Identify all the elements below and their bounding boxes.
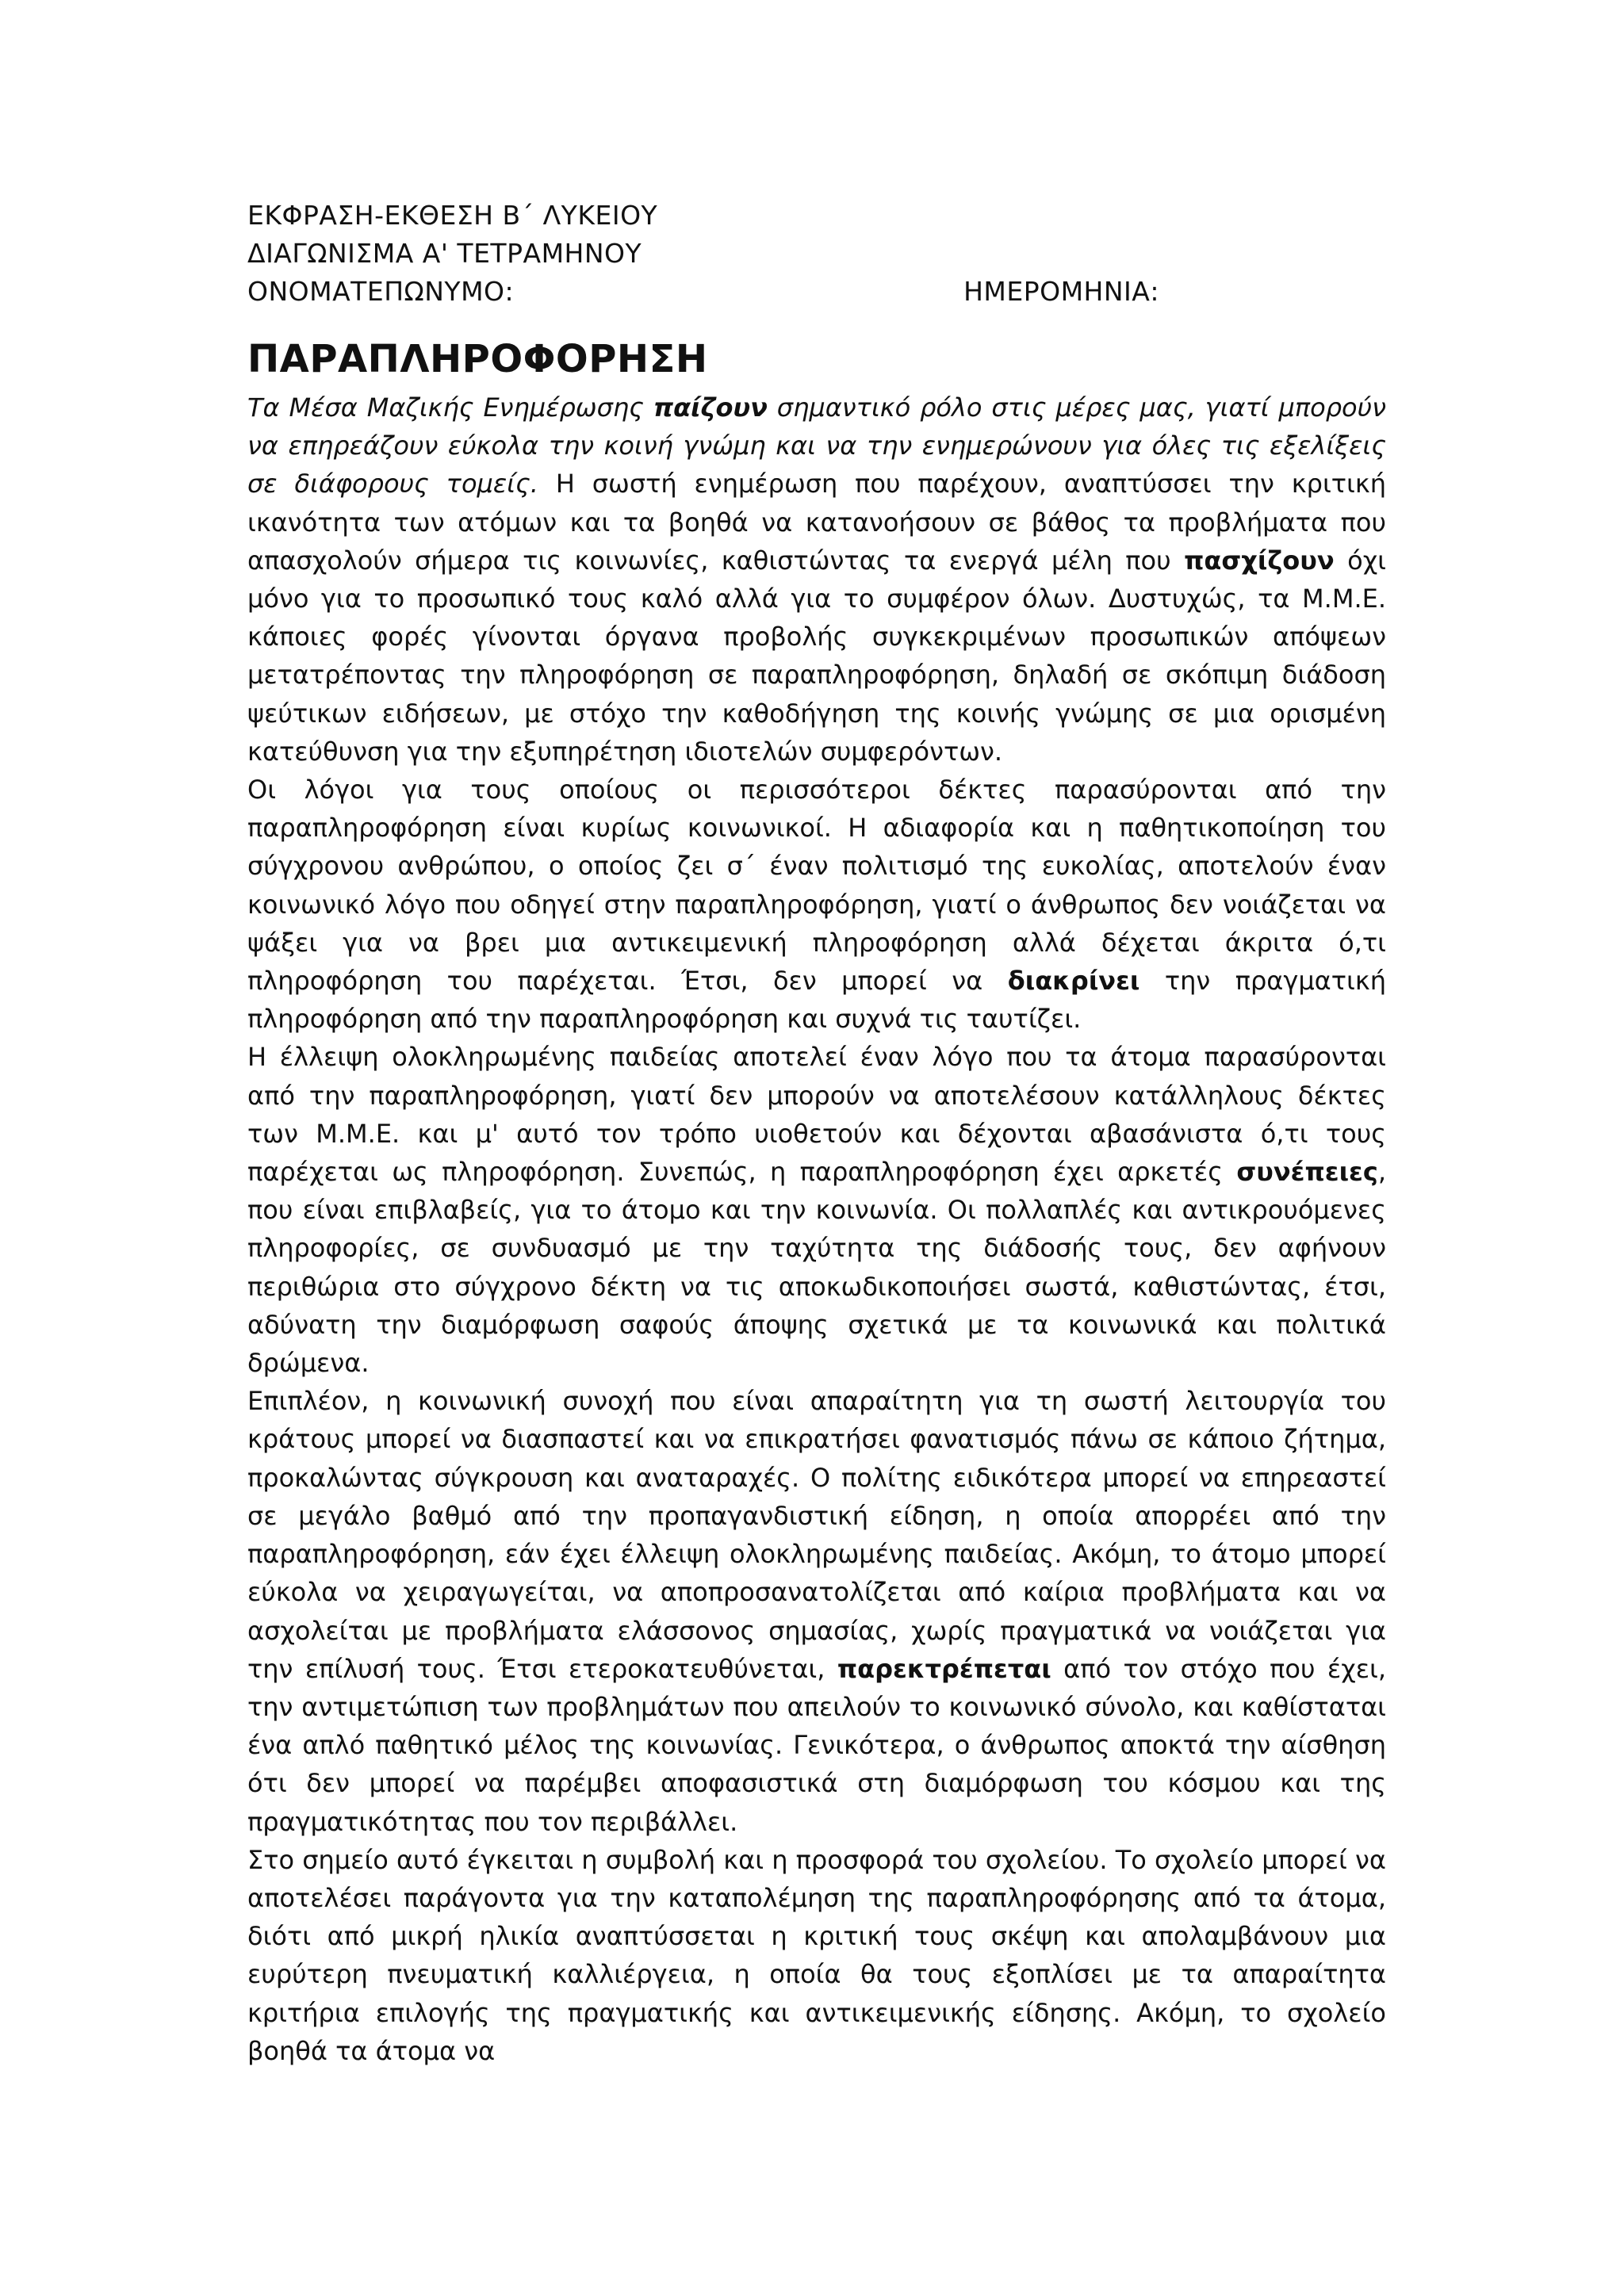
- emphasized-word: παίζουν: [653, 392, 768, 423]
- subject-line: ΕΚΦΡΑΣΗ-ΕΚΘΕΣΗ Β΄ ΛΥΚΕΙΟΥ: [247, 200, 658, 231]
- exam-line: ΔΙΑΓΩΝΙΣΜΑ Α' ΤΕΤΡΑΜΗΝΟΥ: [247, 238, 642, 269]
- emphasized-word: διακρίνει: [1007, 966, 1140, 997]
- text-segment: Η έλλειψη ολοκληρωμένης παιδείας αποτελεί έναν λόγο που τα άτομα παρασύρονται από την παραπληροφόρηση, γιατί δεν μπορούν να αποτελέσουν κατάλληλους δέκτες των Μ.Μ.Ε. και μ' αυτό τον τρόπο υιοθετούν και δέχονται αβασάνιστα ό,τι τους παρέχεται ως πληροφόρηση. Συνεπώς, η παραπληροφόρηση έχει αρκετές: [247, 1042, 1386, 1188]
- name-date-row: [247, 273, 1159, 311]
- name-label: ΟΝΟΜΑΤΕΠΩΝΥΜΟ:: [247, 276, 515, 307]
- text-segment: Τα Μέσα Μαζικής Ενημέρωσης: [247, 392, 653, 423]
- text-segment: Οι λόγοι για τους οποίους οι περισσότεροι δέκτες παρασύρονται από την παραπληροφόρηση είναι κυρίως κοινωνικοί. Η αδιαφορία και η παθητικοποίηση του σύγχρονου ανθρώπου, ο οποίος ζει σ΄ έναν πολιτισμό της ευκολίας, αποτελούν έναν κοινωνικό λόγο που οδηγεί στην παραπληροφόρηση, γιατί ο άνθρωπος δεν νοιάζεται να ψάξει για να βρει μια αντικειμενική πληροφόρηση αλλά δέχεται άκριτα ό,τι πληροφόρηση του παρέχεται. Έτσι, δεν μπορεί να: [247, 775, 1386, 997]
- essay-body: [247, 388, 1386, 2070]
- text-segment: Ο πολίτης ειδικότερα μπορεί να επηρεαστεί σε μεγάλο βαθμό από την προπαγανδιστική είδηση, η οποία απορρέει από την παραπληροφόρηση, εάν έχει έλλειψη ολοκληρωμένης παιδείας. Ακόμη, το άτομο μπορεί εύκολα να χειραγωγείται, να αποπροσανατολίζεται από καίρια προβλήματα και να ασχολείται με προβλήματα ελάσσονος σημασίας, χωρίς πραγματικά να νοιάζεται για την επίλυσή τους. Έτσι ετεροκατευθύνεται,: [247, 1462, 1387, 1684]
- text-segment: Η σωστή ενημέρωση που παρέχουν, αναπτύσσει την κριτική ικανότητα των ατόμων και τα βοηθά να κατανοήσουν σε βάθος τα προβλήματα που απασχολούν σήμερα τις κοινωνίες, καθιστώντας τα ενεργά μέλη που: [247, 469, 1387, 576]
- date-label: ΗΜΕΡΟΜΗΝΙΑ:: [963, 276, 1159, 307]
- text-segment: Στο σημείο αυτό έγκειται η συμβολή και η προσφορά του σχολείου. Το σχολείο μπορεί να αποτελέσει παράγοντα για την καταπολέμηση της παραπληροφόρησης από τα άτομα, διότι από μικρή ηλικία αναπτύσσεται η κριτική τους σκέψη και απολαμβάνουν μια ευρύτερη πνευματική καλλιέργεια, η οποία θα τους εξοπλίσει με τα απαραίτητα κριτήρια επιλογής της πραγματικής και αντικειμενικής είδησης. Ακόμη, το σχολείο βοηθά τα άτομα να: [247, 1844, 1386, 2066]
- paragraph: [247, 1038, 1386, 1382]
- document-title: ΠΑΡΑΠΛΗΡΟΦΟΡΗΣΗ: [247, 337, 708, 381]
- text-segment: σημαντικό ρόλο στις μέρες μας, γιατί μπορούν να επηρεάζουν εύκολα την κοινή γνώμη και να την ενημερώνουν για όλες τις εξελίξεις σε διάφορους τομείς.: [247, 392, 1386, 499]
- text-segment: από τον στόχο που έχει, την αντιμετώπιση των προβλημάτων που απειλούν το κοινωνικό σύνολο, και καθίσταται ένα απλό παθητικό μέλος της κοινωνίας. Γενικότερα, ο άνθρωπος αποκτά την αίσθηση ότι δεν μπορεί να παρέμβει αποφασιστικά στη διαμόρφωση του κόσμου και της πραγματικότητας που τον περιβάλλει.: [247, 1653, 1386, 1837]
- document-page: [247, 197, 1386, 2070]
- paragraph: [247, 1382, 1386, 1840]
- emphasized-word: συνέπειες: [1236, 1157, 1378, 1188]
- emphasized-word: παρεκτρέπεται: [837, 1653, 1051, 1684]
- text-segment: όχι μόνο για το προσωπικό τους καλό αλλά για το συμφέρον όλων. Δυστυχώς, τα Μ.Μ.Ε. κάποιες φορές γίνονται όργανα προβολής συγκεκριμένων προσωπικών απόψεων μετατρέποντας την πληροφόρηση σε παραπληροφόρηση, δηλαδή σε σκόπιμη διάδοση ψεύτικων ειδήσεων, με στόχο την καθοδήγηση της κοινής γνώμης σε μια ορισμένη κατεύθυνση για την εξυπηρέτηση ιδιοτελών συμφερόντων.: [247, 545, 1387, 767]
- paragraph: [247, 388, 1386, 771]
- text-segment: την πραγματική πληροφόρηση από την παραπληροφόρηση και συχνά τις ταυτίζει.: [247, 966, 1387, 1035]
- paragraph: [247, 1841, 1386, 2070]
- text-segment: Επιπλέον, η κοινωνική συνοχή που είναι απαραίτητη για τη σωστή λειτουργία του κράτους μπορεί να διασπαστεί και να επικρατήσει φανατισμός πάνω σε κάποιο ζήτημα, προκαλώντας σύγκρουση και αναταραχές.: [247, 1386, 1386, 1493]
- text-segment: , που είναι επιβλαβείς, για το άτομο και την κοινωνία. Οι πολλαπλές και αντικρουόμενες πληροφορίες, σε συνδυασμό με την ταχύτητα της διάδοσής τους, δεν αφήνουν περιθώρια στο σύγχρονο δέκτη να τις αποκωδικοποιήσει σωστά, καθιστώντας, έτσι, αδύνατη την διαμόρφωση σαφούς άποψης σχετικά με τα κοινωνικά και πολιτικά δρώμενα.: [247, 1157, 1386, 1379]
- emphasized-word: πασχίζουν: [1184, 545, 1335, 576]
- paragraph: [247, 771, 1386, 1038]
